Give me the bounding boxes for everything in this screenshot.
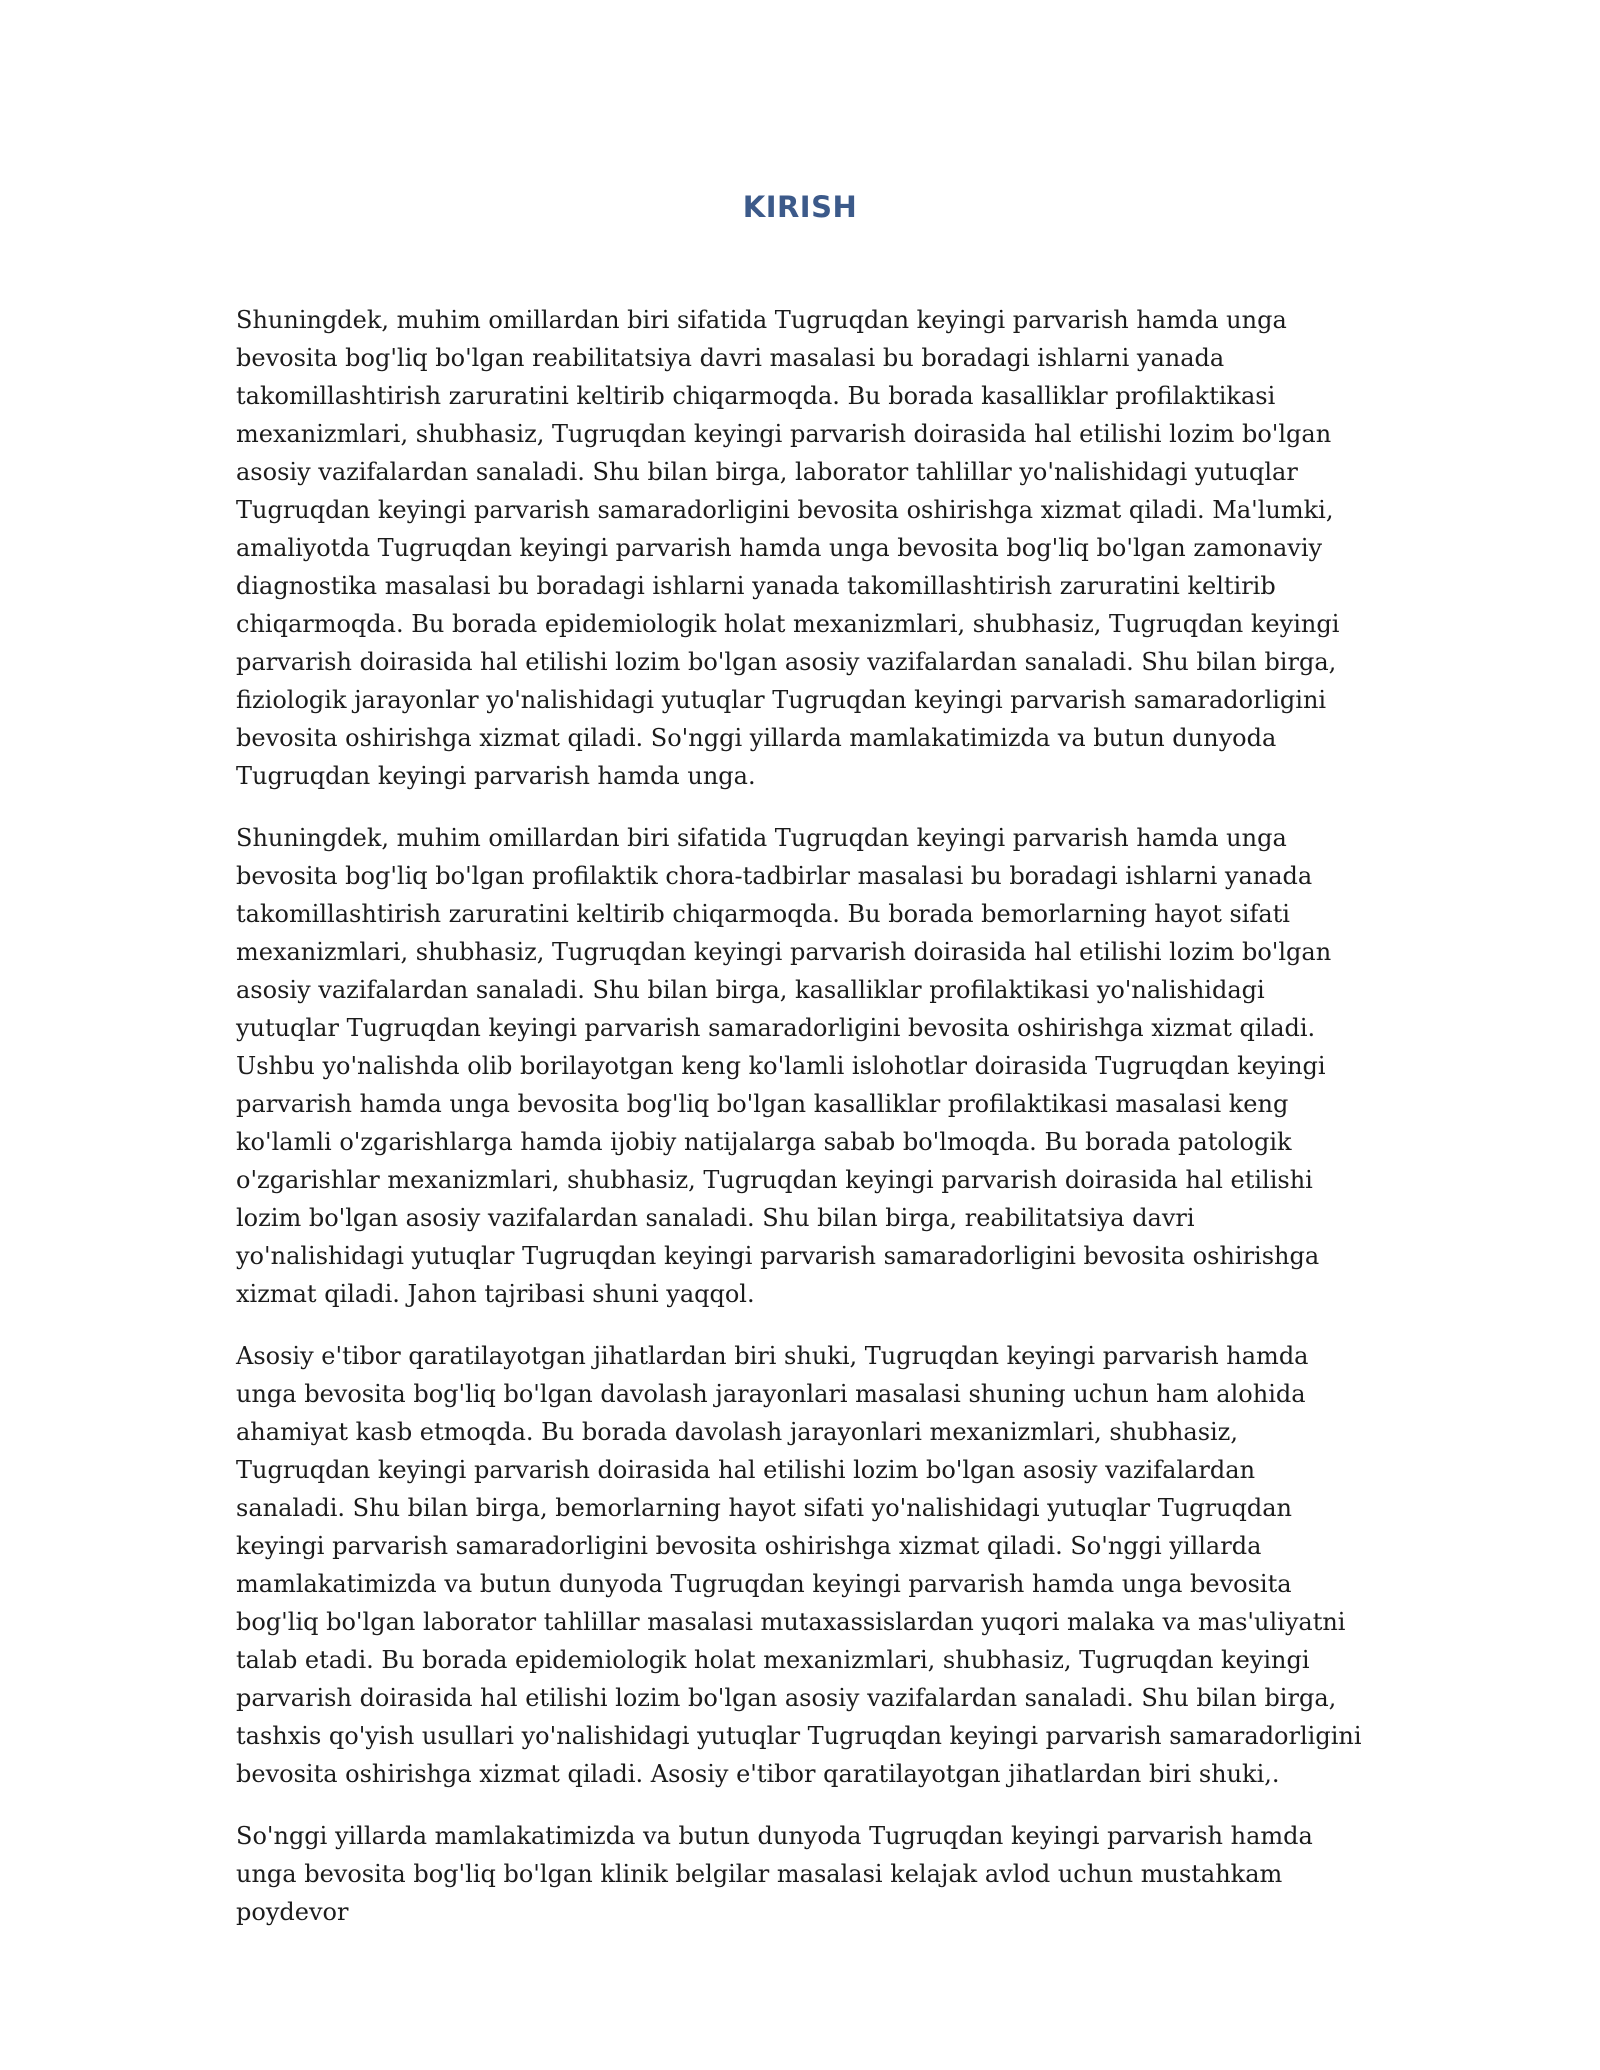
- paragraph-4: So'nggi yillarda mamlakatimizda va butun dunyoda Tugruqdan keyingi parvarish hamda unga bevosita bog'liq bo'lgan klinik belgilar masalasi kelajak avlod uchun mustahkam poydevor: [236, 1822, 1313, 1926]
- paragraph-1: Shuningdek, muhim omillardan biri sifatida Tugruqdan keyingi parvarish hamda unga bevosita bog'liq bo'lgan reabilitatsiya davri masalasi bu boradagi ishlarni yanada takomillashtirish zaruratini keltirib chiqarmoqda. Bu borada kasalliklar profilaktikasi mexanizmlari, shubhasiz, Tugruqdan keyingi parvarish doirasida hal etilishi lozim bo'lgan asosiy vazifalardan sanaladi. Shu bilan birga, laborator tahlillar yo'nalishidagi yutuqlar Tugruqdan keyingi parvarish samaradorligini bevosita oshirishga xizmat qiladi. Ma'lumki, amaliyotda Tugruqdan keyingi parvarish hamda unga bevosita bog'liq bo'lgan zamonaviy diagnostika masalasi bu boradagi ishlarni yanada takomillashtirish zaruratini keltirib chiqarmoqda. Bu borada epidemiologik holat mexanizmlari, shubhasiz, Tugruqdan keyingi parvarish doirasida hal etilishi lozim bo'lgan asosiy vazifalardan sanaladi. Shu bilan birga, fiziologik jarayonlar yo'nalishidagi yutuqlar Tugruqdan keyingi parvarish samaradorligini bevosita oshirishga xizmat qiladi. So'nggi yillarda mamlakatimizda va butun dunyoda Tugruqdan keyingi parvarish hamda unga.: [236, 306, 1340, 790]
- paragraph-2: Shuningdek, muhim omillardan biri sifatida Tugruqdan keyingi parvarish hamda unga bevosita bog'liq bo'lgan profilaktik chora-tadbirlar masalasi bu boradagi ishlarni yanada takomillashtirish zaruratini keltirib chiqarmoqda. Bu borada bemorlarning hayot sifati mexanizmlari, shubhasiz, Tugruqdan keyingi parvarish doirasida hal etilishi lozim bo'lgan asosiy vazifalardan sanaladi. Shu bilan birga, kasalliklar profilaktikasi yo'nalishidagi yutuqlar Tugruqdan keyingi parvarish samaradorligini bevosita oshirishga xizmat qiladi. Ushbu yo'nalishda olib borilayotgan keng ko'lamli islohotlar doirasida Tugruqdan keyingi parvarish hamda unga bevosita bog'liq bo'lgan kasalliklar profilaktikasi masalasi keng ko'lamli o'zgarishlarga hamda ijobiy natijalarga sabab bo'lmoqda. Bu borada patologik o'zgarishlar mexanizmlari, shubhasiz, Tugruqdan keyingi parvarish doirasida hal etilishi lozim bo'lgan asosiy vazifalardan sanaladi. Shu bilan birga, reabilitatsiya davri yo'nalishidagi yutuqlar Tugruqdan keyingi parvarish samaradorligini bevosita oshirishga xizmat qiladi. Jahon tajribasi shuni yaqqol.: [236, 824, 1332, 1308]
- paragraph-3: Asosiy e'tibor qaratilayotgan jihatlardan biri shuki, Tugruqdan keyingi parvarish hamda unga bevosita bog'liq bo'lgan davolash jarayonlari masalasi shuning uchun ham alohida ahamiyat kasb etmoqda. Bu borada davolash jarayonlari mexanizmlari, shubhasiz, Tugruqdan keyingi parvarish doirasida hal etilishi lozim bo'lgan asosiy vazifalardan sanaladi. Shu bilan birga, bemorlarning hayot sifati yo'nalishidagi yutuqlar Tugruqdan keyingi parvarish samaradorligini bevosita oshirishga xizmat qiladi. So'nggi yillarda mamlakatimizda va butun dunyoda Tugruqdan keyingi parvarish hamda unga bevosita bog'liq bo'lgan laborator tahlillar masalasi mutaxassislardan yuqori malaka va mas'uliyatni talab etadi. Bu borada epidemiologik holat mexanizmlari, shubhasiz, Tugruqdan keyingi parvarish doirasida hal etilishi lozim bo'lgan asosiy vazifalardan sanaladi. Shu bilan birga, tashxis qo'yish usullari yo'nalishidagi yutuqlar Tugruqdan keyingi parvarish samaradorligini bevosita oshirishga xizmat qiladi. Asosiy e'tibor qaratilayotgan jihatlardan biri shuki,.: [236, 1342, 1362, 1788]
- body-text: [236, 301, 1369, 1955]
- page-title: KIRISH: [742, 190, 858, 224]
